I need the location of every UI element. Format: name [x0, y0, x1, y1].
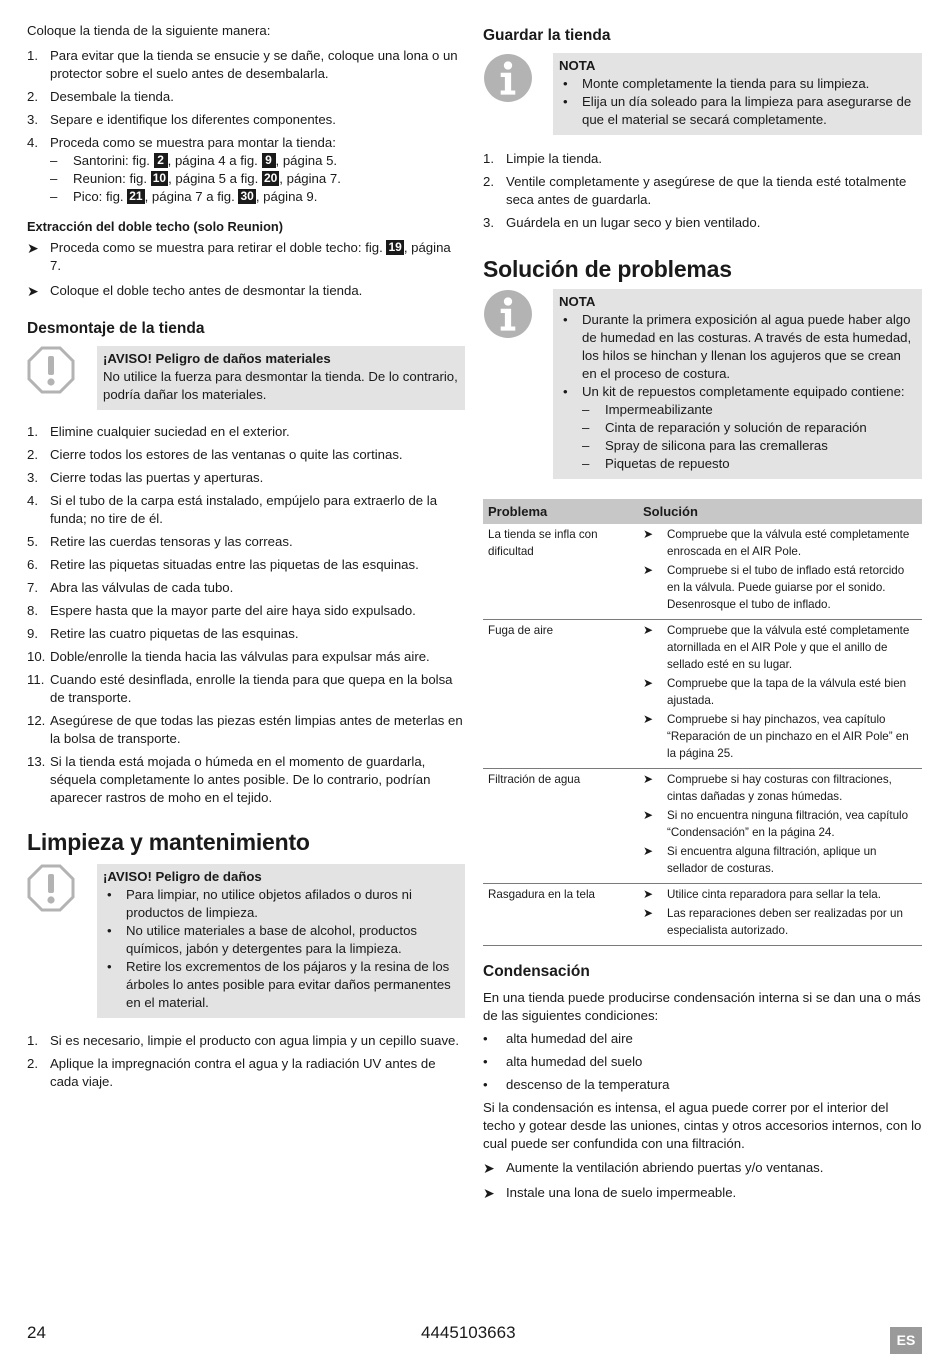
- list-item: • Monte completamente la tienda para su limpieza.: [563, 76, 870, 91]
- list-item: • descenso de la temperatura: [483, 1077, 670, 1092]
- problem-cell: Filtración de agua: [483, 769, 638, 884]
- problem-cell: Rasgadura en la tela: [483, 884, 638, 946]
- list-item: 2. Cierre todos los estores de las ventanas o quite las cortinas.: [27, 447, 403, 462]
- figure-ref: 30: [240, 189, 254, 203]
- list-item: 5. Retire las cuerdas tensoras y las correas.: [27, 534, 293, 549]
- cleaning-steps: [27, 1032, 465, 1091]
- solution-cell: ➤ Compruebe que la válvula esté completamente enroscada en el AIR Pole. ➤ Compruebe si el tubo de inflado está retorcido en la válvula. Puede guiarse por el sonido. Desenrosque el tubo de inflado.: [638, 524, 922, 620]
- column-header-solution: Solución: [638, 499, 922, 524]
- solution-cell: ➤ Compruebe si hay costuras con filtraciones, cintas dañadas y zonas húmedas. ➤ Si no encuentra ninguna filtración, vea capítulo “Condensación” en la página 24. ➤ Si encuentra alguna filtración, aplique un sellador de costuras.: [638, 769, 922, 884]
- figure-ref: 10: [152, 171, 167, 185]
- model-pico: – Pico: fig. 21 , página 7 a fig. 30 , página 9.: [50, 189, 318, 204]
- warning-octagon-icon: [27, 864, 75, 912]
- storage-steps: [483, 150, 922, 232]
- note-bullets: [559, 75, 916, 129]
- list-item: 1. Si es necesario, limpie el producto con agua limpia y un cepillo suave.: [27, 1033, 460, 1048]
- list-item: 11. Cuando esté desinflada, enrolle la tienda para que quepa en la bolsa de transporte.: [27, 672, 453, 705]
- list-item: ➤ Proceda como se muestra para retirar el doble techo: fig. 19 , página 7.: [27, 240, 451, 273]
- problem-cell: Fuga de aire: [483, 620, 638, 769]
- condensation-paragraph: Si la condensación es intensa, el agua puede correr por el interior del techo y gotear desde las uniones, cintas y otros accesorios internos, con lo cual puede ser confundida con una filtración.: [483, 1100, 922, 1151]
- list-item: 1. Elimine cualquier suciedad en el exterior.: [27, 424, 290, 439]
- figure-ref: 21: [129, 189, 143, 203]
- list-item: 13. Si la tienda está mojada o húmeda en el momento de guardarla, séquela completamente lo antes posible. De lo contrario, podrían aparecer rastros de moho en el tejido.: [27, 754, 431, 805]
- notice-body: No utilice la fuerza para desmontar la tienda. De lo contrario, podría dañar los materiales.: [103, 369, 458, 402]
- arrow-icon: ➤: [643, 844, 654, 858]
- list-item: 7. Abra las válvulas de cada tubo.: [27, 580, 234, 595]
- list-item: • Elija un día soleado para la limpieza para asegurarse de que el material se secará completamente.: [563, 94, 912, 127]
- right-column: [483, 27, 922, 1209]
- list-item: 2. Aplique la impregnación contra el agua y la radiación UV antes de cada viaje.: [27, 1056, 436, 1089]
- arrow-icon: ➤: [643, 527, 654, 541]
- list-item: 3. Cierre todas las puertas y aperturas.: [27, 470, 264, 485]
- model-list: [50, 152, 465, 206]
- info-icon: [483, 289, 533, 339]
- list-item: 4. Si el tubo de la carpa está instalado, empújelo para extraerlo de la funda; no tire de él.: [27, 493, 438, 526]
- note-bullets: [559, 311, 916, 473]
- notice-title: ¡AVISO! Peligro de daños materiales: [103, 351, 331, 366]
- condensation-actions: [483, 1159, 922, 1202]
- arrow-icon: ➤: [643, 887, 654, 901]
- page-number: 24: [27, 1323, 46, 1342]
- info-note: [483, 53, 922, 135]
- warning-notice: [27, 346, 465, 410]
- setup-steps: [27, 47, 465, 206]
- model-reunion: – Reunion: fig. 10 , página 5 a fig. 20 , página 7.: [50, 171, 341, 186]
- list-item: 12. Asegúrese de que todas las piezas estén limpias antes de meterlas en la bolsa de transporte.: [27, 713, 463, 746]
- figure-ref: 20: [263, 171, 278, 185]
- table-header-row: [483, 499, 922, 524]
- language-badge: ES: [890, 1327, 922, 1354]
- notice-title: ¡AVISO! Peligro de daños: [103, 869, 262, 884]
- list-item: – Impermeabilizante: [582, 402, 713, 417]
- notice-bullets: [103, 886, 459, 1012]
- list-item: • Para limpiar, no utilice objetos afilados o duros ni productos de limpieza.: [107, 887, 412, 920]
- note-title: NOTA: [559, 58, 596, 73]
- solution-cell: ➤ Compruebe que la válvula esté completamente atornillada en el AIR Pole y que el anillo de sellado esté en su lugar. ➤ Compruebe que la tapa de la válvula esté bien ajustada. ➤ Compruebe si hay pinchazos, vea capítulo “Reparación de un pinchazo en el AIR Pole” en la página 25.: [638, 620, 922, 769]
- table-row: [483, 620, 922, 769]
- arrow-icon: ➤: [483, 1185, 495, 1201]
- troubleshooting-heading: Solución de problemas: [483, 256, 732, 282]
- cleaning-heading: Limpieza y mantenimiento: [27, 829, 310, 855]
- list-item: • Un kit de repuestos completamente equipado contiene: – Impermeabilizante – Cinta de reparación y solución de reparación – Spray de silicona para las cremalleras – Piquetas de repuesto: [559, 383, 916, 473]
- table-row: [483, 884, 922, 946]
- arrow-icon: ➤: [643, 712, 654, 726]
- left-column: [27, 22, 465, 1096]
- troubleshooting-table: [483, 499, 922, 946]
- list-item: • Retire los excrementos de los pájaros y la resina de los árboles lo antes posible para evitar daños permanentes en el material.: [107, 959, 451, 1010]
- list-item: • alta humedad del aire: [483, 1031, 633, 1046]
- list-item: 2. Desembale la tienda.: [27, 89, 174, 104]
- list-item: ➤ Coloque el doble techo antes de desmontar la tienda.: [27, 283, 363, 299]
- table-row: [483, 769, 922, 884]
- problem-cell: La tienda se infla con dificultad: [483, 524, 638, 620]
- list-item: – Cinta de reparación y solución de reparación: [582, 420, 867, 435]
- arrow-icon: ➤: [643, 906, 654, 920]
- column-header-problem: Problema: [483, 499, 638, 524]
- figure-ref: 2: [154, 153, 168, 168]
- warning-octagon-icon: [27, 346, 75, 394]
- arrow-icon: ➤: [483, 1160, 495, 1176]
- list-item: – Spray de silicona para las cremalleras: [582, 438, 828, 453]
- note-title: NOTA: [559, 294, 596, 309]
- list-item: • No utilice materiales a base de alcohol, productos químicos, jabón y detergentes para la limpieza.: [107, 923, 418, 956]
- arrow-icon: ➤: [643, 623, 654, 637]
- list-item: 8. Espere hasta que la mayor parte del aire haya sido expulsado.: [27, 603, 416, 618]
- list-item: – Piquetas de repuesto: [582, 456, 730, 471]
- dismantle-heading: Desmontaje de la tienda: [27, 320, 205, 337]
- list-item: 6. Retire las piquetas situadas entre las piquetas de las esquinas.: [27, 557, 419, 572]
- list-item: • alta humedad del suelo: [483, 1054, 643, 1069]
- figure-ref: 19: [388, 240, 402, 254]
- kit-list: [582, 401, 916, 473]
- double-roof-heading: Extracción del doble techo (solo Reunion): [27, 219, 283, 234]
- arrow-icon: ➤: [643, 772, 654, 786]
- list-item: • Durante la primera exposición al agua puede haber algo de humedad en las costuras. A través de esta humedad, los hilos se hinchan y llenan los agujeros que se crean en el proceso de costura.: [563, 312, 912, 381]
- warning-notice: [27, 864, 465, 1018]
- list-item: 3. Separe e identifique los diferentes componentes.: [27, 112, 336, 127]
- info-note: [483, 289, 922, 479]
- condensation-heading: Condensación: [483, 963, 590, 980]
- condensation-intro: En una tienda puede producirse condensación interna si se dan una o más de las siguientes condiciones:: [483, 990, 921, 1023]
- storage-heading: Guardar la tienda: [483, 27, 611, 44]
- list-item: 10. Doble/enrolle la tienda hacia las válvulas para expulsar más aire.: [27, 649, 430, 664]
- arrow-icon: ➤: [27, 240, 39, 256]
- list-item: 1. Para evitar que la tienda se ensucie y se dañe, coloque una lona o un protector sobre el suelo antes de desembalarla.: [27, 48, 458, 81]
- list-item: 4. Proceda como se muestra para montar la tienda: – Santorini: fig. 2 , página 4 a fig. 9 , página 5. – Reunion: fig. 10 , página 5 a fig. 20 , página 7. – Pico: fig. 21 , página 7 a fig. 30 , página 9.: [27, 134, 465, 206]
- list-item: 2. Ventile completamente y asegúrese de que la tienda esté totalmente seca antes de guardarla.: [483, 174, 907, 207]
- table-row: [483, 524, 922, 620]
- info-icon: [483, 53, 533, 103]
- double-roof-steps: [27, 239, 465, 300]
- arrow-icon: ➤: [643, 676, 654, 690]
- list-item: ➤ Aumente la ventilación abriendo puertas y/o ventanas.: [483, 1160, 824, 1176]
- setup-intro: Coloque la tienda de la siguiente manera:: [27, 23, 271, 38]
- arrow-icon: ➤: [643, 808, 654, 822]
- arrow-icon: ➤: [643, 563, 654, 577]
- dismantle-steps: [27, 423, 465, 807]
- list-item: ➤ Instale una lona de suelo impermeable.: [483, 1185, 737, 1201]
- arrow-icon: ➤: [27, 283, 39, 299]
- solution-cell: ➤ Utilice cinta reparadora para sellar la tela. ➤ Las reparaciones deben ser realizadas por un especialista autorizado.: [638, 884, 922, 946]
- model-santorini: – Santorini: fig. 2 , página 4 a fig. 9 , página 5.: [50, 153, 338, 168]
- document-number: 4445103663: [421, 1323, 516, 1342]
- condition-list: [483, 1030, 922, 1094]
- list-item: 9. Retire las cuatro piquetas de las esquinas.: [27, 626, 299, 641]
- list-item: 3. Guárdela en un lugar seco y bien ventilado.: [483, 215, 761, 230]
- figure-ref: 9: [262, 153, 276, 168]
- list-item: 1. Limpie la tienda.: [483, 151, 603, 166]
